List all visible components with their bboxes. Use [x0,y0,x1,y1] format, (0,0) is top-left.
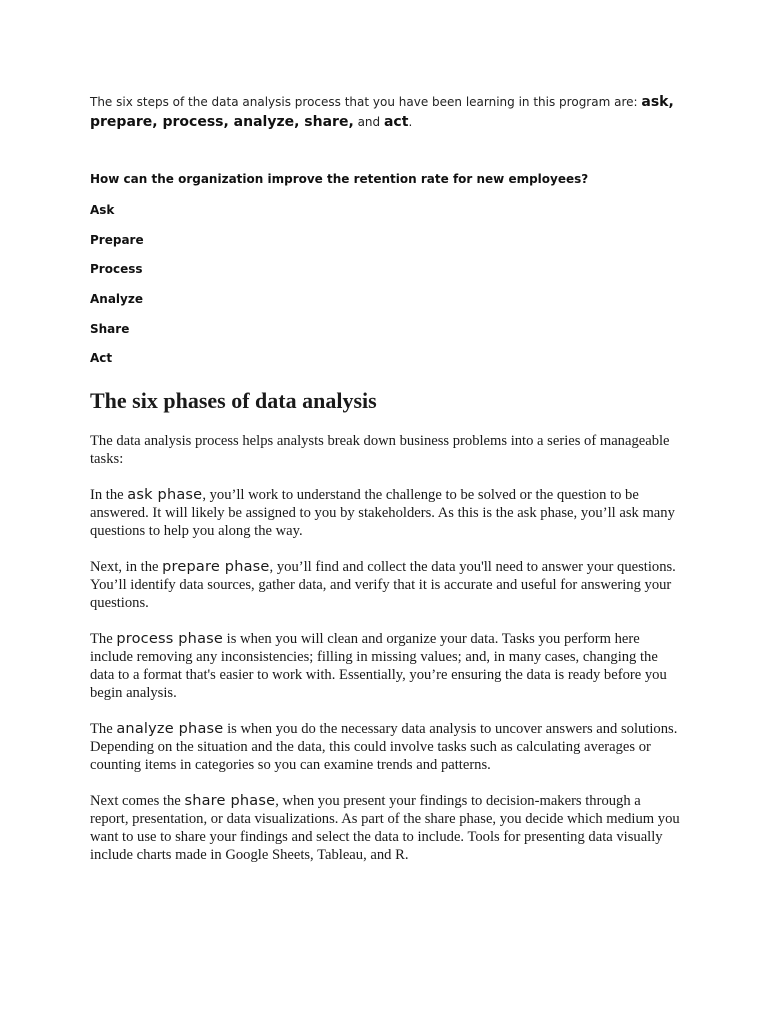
prepare-phase-term: prepare phase [162,559,270,575]
analyze-paragraph [90,720,682,774]
step-analyze: Analyze [90,292,143,306]
ask-paragraph [90,486,682,540]
process-phase-term: process phase [116,631,224,647]
section-heading: The six phases of data analysis [90,388,377,413]
step-act: Act [90,351,113,365]
share-post: , when you present your findings to decision-makers through a report, presentation, or data visualizations. As part of the share phase, you decide which medium you want to use to share your findings and select the data to include. Tools for presenting data visually include charts made in Google Sheets, Tableau, and R. [90,793,680,863]
share-paragraph [90,792,682,864]
ask-pre: In the [90,487,128,503]
ask-phase-term: ask phase [127,487,203,503]
share-phase-term: share phase [184,793,276,809]
analyze-phase-term: analyze phase [116,721,224,737]
intro-sentence [90,92,690,132]
ask-post: , you’ll work to understand the challenge to be solved or the question to be answered. It will likely be assigned to you by stakeholders. As this is the ask phase, you’ll ask many questions to help you along the way. [90,487,675,539]
step-ask: Ask [90,203,115,217]
share-pre: Next comes the [90,793,185,809]
step-prepare: Prepare [90,233,144,247]
prepare-paragraph [90,558,682,612]
intro-paragraph: The data analysis process helps analysts break down business problems into a series of manageable tasks: [90,433,670,467]
intro-text: The six steps of the data analysis process that you have been learning in this program are: [90,95,642,109]
process-pre: The [90,631,117,647]
intro-keyword-act: act [383,114,409,130]
analyze-post: is when you do the necessary data analysis to uncover answers and solutions. Depending on the situation and the data, this could involve tasks such as calculating averages or counting items in categories so you can examine trends and patterns. [90,721,678,773]
prepare-pre: Next, in the [90,559,163,575]
analyze-pre: The [90,721,117,737]
step-process: Process [90,262,143,276]
process-post: is when you will clean and organize your data. Tasks you perform here include removing any inconsistencies; filling in missing values; and, in many cases, changing the data to a format that's easier to work with. Essentially, you’re ensuring the data is ready before you begin analysis. [90,631,667,701]
intro-and: and [353,115,384,129]
question-heading: How can the organization improve the retention rate for new employees? [90,172,589,186]
intro-period: . [408,115,413,129]
intro-keywords: ask, prepare, process, analyze, share, [90,94,674,130]
step-share: Share [90,322,130,336]
process-paragraph [90,630,682,702]
prepare-post: , you’ll find and collect the data you'll need to answer your questions. You’ll identify data sources, gather data, and verify that it is accurate and useful for answering your questions. [90,559,676,611]
